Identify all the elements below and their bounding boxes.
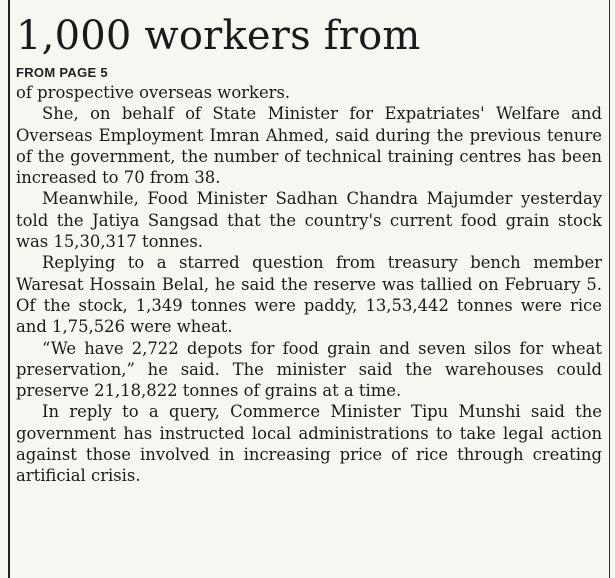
paragraph-depots: “We have 2,722 depots for food grain and seven silos for wheat preservation,” he said. The minister said the warehouses could preserve 21,18,822 tonnes of grains at a time. bbox=[16, 338, 602, 401]
column-rule-left bbox=[8, 0, 10, 578]
headline: 1,000 workers from bbox=[16, 13, 421, 59]
paragraph-food-stock: Meanwhile, Food Minister Sadhan Chandra Majumder yesterday told the Jatiya Sangsad that the country's current food grain stock was 15,30,317 tonnes. bbox=[16, 189, 602, 252]
paragraph-stock-breakdown: Replying to a starred question from treasury bench member Waresat Hossain Belal, he said the reserve was tallied on February 5. Of the stock, 1,349 tonnes were paddy, 13,53,442 tonnes were rice and 1,75,526 were wheat. bbox=[16, 253, 602, 337]
article-body bbox=[16, 82, 602, 487]
jump-line: FROM PAGE 5 bbox=[16, 65, 108, 80]
paragraph-rice-price: In reply to a query, Commerce Minister Tipu Munshi said the government has instructed local administrations to take legal action against those involved in increasing price of rice through creating artificial crisis. bbox=[16, 402, 602, 486]
column-rule-right bbox=[609, 0, 610, 578]
article bbox=[16, 14, 602, 487]
paragraph-continuation: of prospective overseas workers. bbox=[16, 83, 291, 102]
paragraph-training-centres: She, on behalf of State Minister for Expatriates' Welfare and Overseas Employment Imran Ahmed, said during the previous tenure of the government, the number of technical training centres has been increased to 70 from 38. bbox=[16, 104, 602, 188]
